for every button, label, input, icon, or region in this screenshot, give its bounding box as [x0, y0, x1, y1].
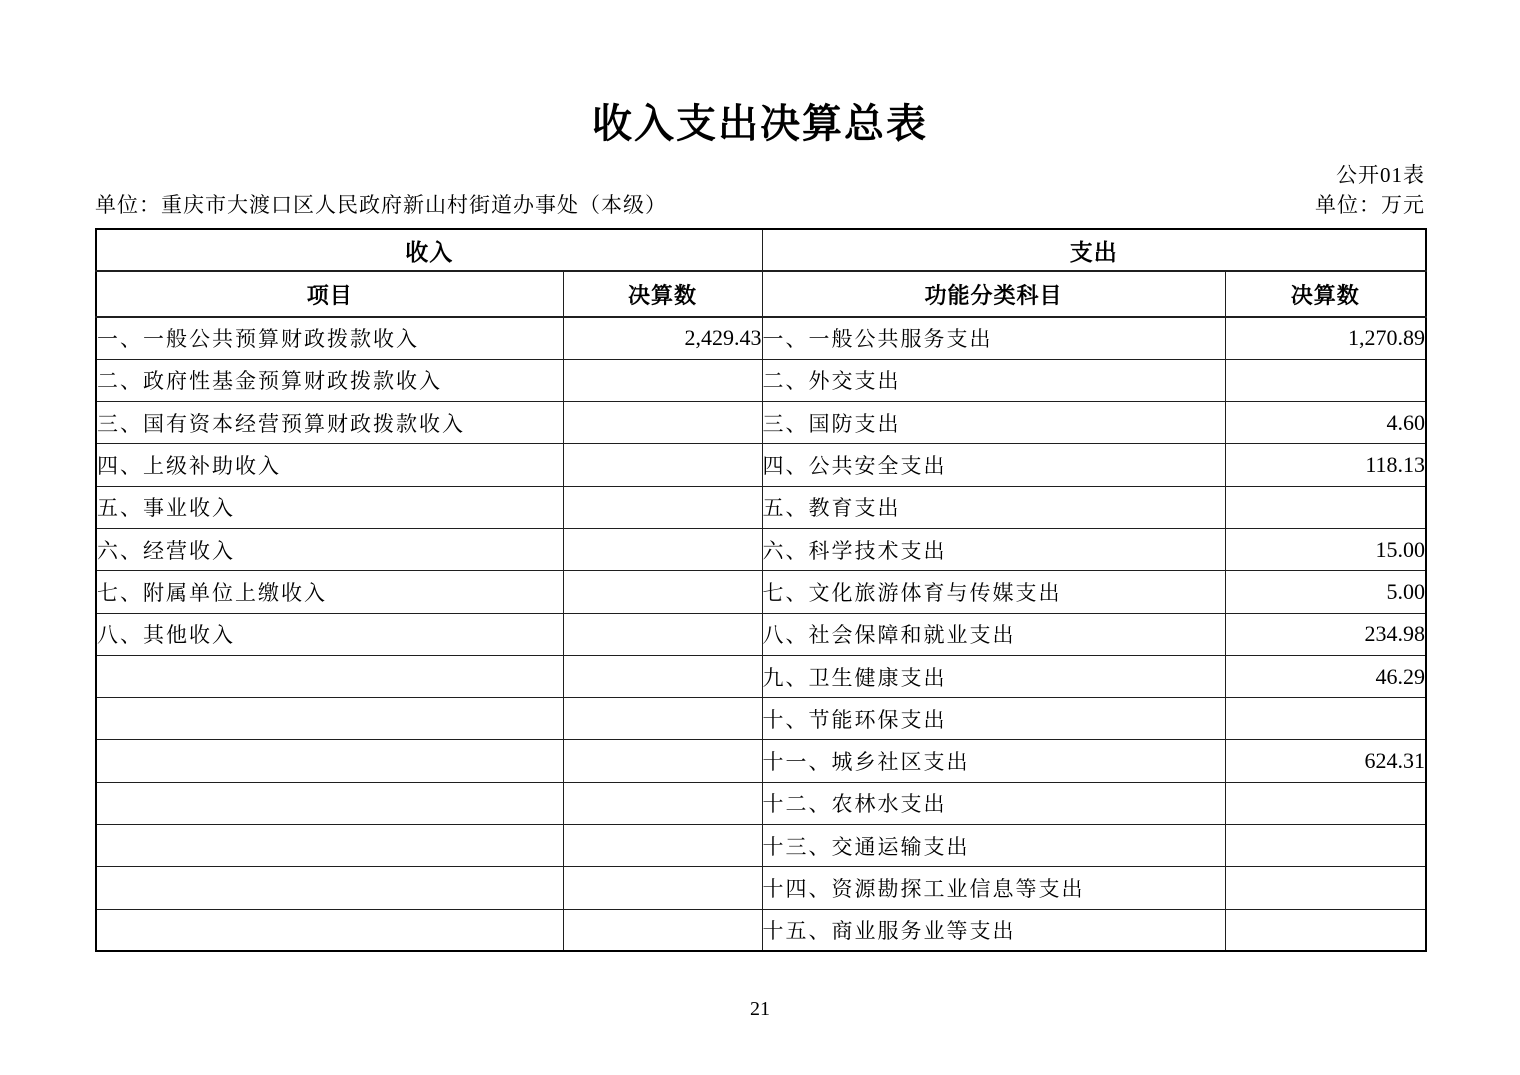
- income-item-cell: 三、国有资本经营预算财政拨款收入: [96, 402, 563, 444]
- expense-value-cell: 1,270.89: [1225, 317, 1426, 359]
- expense-section-header: 支出: [762, 229, 1426, 271]
- income-section-header: 收入: [96, 229, 762, 271]
- income-item-cell: [96, 698, 563, 740]
- expense-item-cell: 九、卫生健康支出: [762, 655, 1225, 697]
- expense-item-cell: 一、一般公共服务支出: [762, 317, 1225, 359]
- table-body: [96, 317, 1426, 951]
- expense-item-cell: 十三、交通运输支出: [762, 825, 1225, 867]
- currency-unit: 单位：万元: [1315, 193, 1425, 217]
- table-row: [96, 825, 1426, 867]
- table-row: [96, 444, 1426, 486]
- table-code: 公开01表: [1336, 163, 1425, 187]
- expense-value-cell: [1225, 867, 1426, 909]
- income-value-cell: [563, 528, 762, 570]
- expense-value-cell: [1225, 698, 1426, 740]
- income-item-cell: 七、附属单位上缴收入: [96, 571, 563, 613]
- income-item-cell: [96, 825, 563, 867]
- income-value-cell: [563, 444, 762, 486]
- expense-item-cell: 十一、城乡社区支出: [762, 740, 1225, 782]
- expense-value-cell: 15.00: [1225, 528, 1426, 570]
- page-number: 21: [750, 998, 770, 1020]
- page-title: 收入支出决算总表: [592, 102, 928, 146]
- income-item-cell: [96, 740, 563, 782]
- expense-value-cell: [1225, 782, 1426, 824]
- expense-value-column-header: 决算数: [1225, 271, 1426, 317]
- expense-item-cell: 五、教育支出: [762, 486, 1225, 528]
- table-row: [96, 740, 1426, 782]
- income-value-cell: [563, 486, 762, 528]
- unit-line: [95, 190, 1425, 220]
- income-value-cell: 2,429.43: [563, 317, 762, 359]
- expense-item-cell: 十二、农林水支出: [762, 782, 1225, 824]
- income-value-cell: [563, 402, 762, 444]
- table-row: [96, 655, 1426, 697]
- table-row: [96, 909, 1426, 951]
- table-row: [96, 571, 1426, 613]
- income-value-cell: [563, 613, 762, 655]
- expense-item-cell: 七、文化旅游体育与传媒支出: [762, 571, 1225, 613]
- table-row: [96, 782, 1426, 824]
- income-value-column-header: 决算数: [563, 271, 762, 317]
- table-row: [96, 613, 1426, 655]
- expense-value-cell: [1225, 486, 1426, 528]
- section-header-row: [96, 229, 1426, 271]
- expense-value-cell: 624.31: [1225, 740, 1426, 782]
- meta-block: [95, 160, 1425, 220]
- expense-item-cell: 十四、资源勘探工业信息等支出: [762, 867, 1225, 909]
- income-value-cell: [563, 655, 762, 697]
- income-item-cell: 五、事业收入: [96, 486, 563, 528]
- expense-item-cell: 八、社会保障和就业支出: [762, 613, 1225, 655]
- income-value-cell: [563, 909, 762, 951]
- income-item-cell: [96, 655, 563, 697]
- table-row: [96, 402, 1426, 444]
- expense-item-cell: 四、公共安全支出: [762, 444, 1225, 486]
- expense-value-cell: 234.98: [1225, 613, 1426, 655]
- income-item-cell: 六、经营收入: [96, 528, 563, 570]
- income-item-cell: [96, 909, 563, 951]
- expense-value-cell: [1225, 909, 1426, 951]
- expense-item-cell: 三、国防支出: [762, 402, 1225, 444]
- income-item-column-header: 项目: [96, 271, 563, 317]
- income-value-cell: [563, 571, 762, 613]
- table-row: [96, 486, 1426, 528]
- expense-value-cell: [1225, 359, 1426, 401]
- expense-item-cell: 十、节能环保支出: [762, 698, 1225, 740]
- expense-value-cell: [1225, 825, 1426, 867]
- budget-summary-table: [95, 228, 1427, 952]
- table-row: [96, 528, 1426, 570]
- column-header-row: [96, 271, 1426, 317]
- expense-item-column-header: 功能分类科目: [762, 271, 1225, 317]
- table-row: [96, 359, 1426, 401]
- expense-value-cell: 46.29: [1225, 655, 1426, 697]
- income-value-cell: [563, 740, 762, 782]
- expense-item-cell: 十五、商业服务业等支出: [762, 909, 1225, 951]
- table-row: [96, 317, 1426, 359]
- expense-value-cell: 118.13: [1225, 444, 1426, 486]
- expense-value-cell: 5.00: [1225, 571, 1426, 613]
- income-item-cell: 二、政府性基金预算财政拨款收入: [96, 359, 563, 401]
- table-row: [96, 867, 1426, 909]
- reporting-unit-name: 单位：重庆市大渡口区人民政府新山村街道办事处（本级）: [95, 193, 667, 217]
- expense-item-cell: 六、科学技术支出: [762, 528, 1225, 570]
- table-row: [96, 698, 1426, 740]
- income-value-cell: [563, 825, 762, 867]
- expense-item-cell: 二、外交支出: [762, 359, 1225, 401]
- income-item-cell: 一、一般公共预算财政拨款收入: [96, 317, 563, 359]
- income-item-cell: [96, 867, 563, 909]
- income-value-cell: [563, 782, 762, 824]
- income-item-cell: 四、上级补助收入: [96, 444, 563, 486]
- income-value-cell: [563, 359, 762, 401]
- income-value-cell: [563, 867, 762, 909]
- expense-value-cell: 4.60: [1225, 402, 1426, 444]
- income-item-cell: [96, 782, 563, 824]
- income-item-cell: 八、其他收入: [96, 613, 563, 655]
- income-value-cell: [563, 698, 762, 740]
